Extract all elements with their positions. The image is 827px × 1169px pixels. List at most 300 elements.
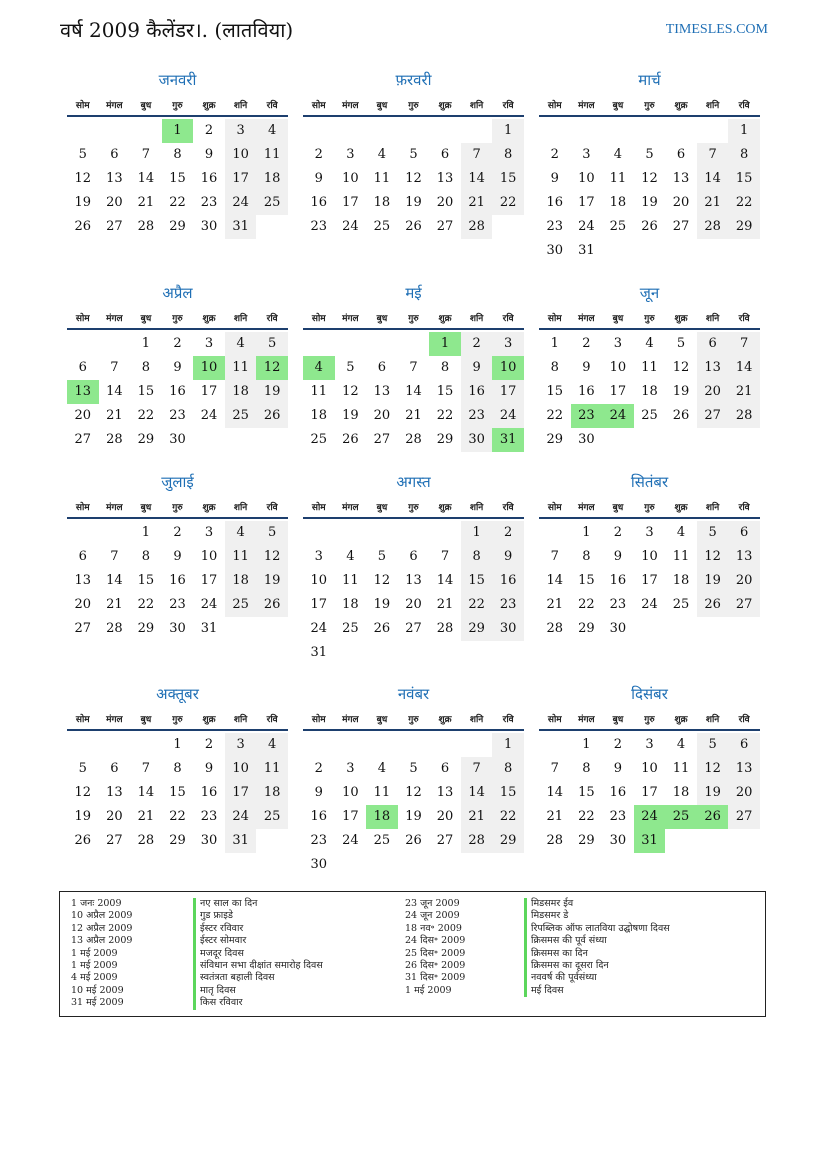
day-cell: 19 bbox=[256, 569, 288, 593]
weekday-label: गुरु bbox=[172, 100, 183, 111]
day-cell: 22 bbox=[137, 408, 155, 423]
day-cell: 25 bbox=[310, 432, 328, 447]
day-cell: 11 bbox=[609, 171, 627, 186]
day-cell: 9 bbox=[492, 545, 524, 569]
day-cell: 16 bbox=[546, 195, 564, 210]
day-cell: 18 bbox=[225, 569, 257, 593]
day-cell: 21 bbox=[461, 191, 493, 215]
days-grid bbox=[67, 332, 288, 452]
holiday-name: किस रविवार bbox=[193, 997, 323, 1009]
day-cell: 15 bbox=[728, 167, 760, 191]
day-cell: 18 bbox=[310, 408, 328, 423]
day-cell: 6 bbox=[728, 733, 760, 757]
weekday-label: शुक्र bbox=[674, 502, 688, 513]
day-cell: 19 bbox=[405, 195, 422, 210]
day-cell: 11 bbox=[672, 549, 690, 564]
month-calendar bbox=[539, 283, 760, 452]
day-cell: 10 bbox=[225, 757, 257, 781]
day-cell: 8 bbox=[492, 757, 524, 781]
empty-cell bbox=[461, 119, 493, 143]
day-cell: 12 bbox=[342, 384, 359, 399]
holiday-date: 23 जून 2009 bbox=[405, 898, 460, 909]
weekday-label: गुरु bbox=[644, 502, 655, 513]
day-cell: 30 bbox=[609, 833, 627, 848]
weekday-header bbox=[539, 495, 760, 519]
holiday-day-cell: 31 bbox=[492, 428, 524, 452]
weekday-label: गुरु bbox=[172, 502, 183, 513]
empty-cell bbox=[335, 119, 367, 143]
day-cell: 9 bbox=[314, 785, 323, 800]
day-cell: 9 bbox=[613, 549, 623, 564]
page-title: वर्ष 2009 कैलेंडर।. (लातविया) bbox=[60, 18, 294, 42]
weekday-label: रवि bbox=[266, 714, 278, 725]
day-cell: 15 bbox=[492, 167, 524, 191]
day-cell: 21 bbox=[546, 597, 564, 612]
day-cell: 27 bbox=[436, 219, 454, 234]
day-cell: 13 bbox=[728, 545, 760, 569]
weekday-label: रवि bbox=[502, 502, 514, 513]
weekday-label: बुध bbox=[612, 714, 624, 725]
day-cell: 4 bbox=[256, 733, 288, 757]
day-cell: 27 bbox=[405, 621, 422, 636]
day-cell: 8 bbox=[492, 143, 524, 167]
holiday-names-left bbox=[193, 898, 323, 1010]
day-cell: 25 bbox=[373, 219, 391, 234]
empty-cell bbox=[366, 119, 398, 143]
day-cell: 20 bbox=[728, 781, 760, 805]
day-cell: 10 bbox=[200, 549, 218, 564]
empty-cell bbox=[429, 733, 461, 757]
weekday-label: गुरु bbox=[408, 100, 419, 111]
empty-cell bbox=[303, 332, 335, 356]
day-cell: 4 bbox=[676, 525, 686, 540]
weekday-label: शनि bbox=[705, 100, 720, 111]
day-cell: 24 bbox=[342, 833, 359, 848]
day-cell: 17 bbox=[342, 195, 359, 210]
day-cell: 12 bbox=[672, 360, 690, 375]
day-cell: 3 bbox=[613, 336, 623, 351]
weekday-label: गुरु bbox=[644, 100, 655, 111]
weekday-label: बुध bbox=[612, 100, 624, 111]
weekday-label: शनि bbox=[705, 714, 720, 725]
month-calendar bbox=[539, 684, 760, 853]
holiday-date: 1 मई 2009 bbox=[405, 984, 452, 996]
day-cell: 20 bbox=[106, 809, 123, 824]
weekday-label: सोम bbox=[547, 714, 562, 725]
day-cell: 24 bbox=[225, 805, 257, 829]
day-cell: 22 bbox=[492, 805, 524, 829]
weekday-label: सोम bbox=[547, 502, 562, 513]
day-cell: 19 bbox=[641, 195, 658, 210]
holiday-name: ईस्टर रविवार bbox=[193, 923, 323, 935]
day-cell: 26 bbox=[405, 219, 422, 234]
days-grid bbox=[303, 733, 524, 877]
weekday-label: बुध bbox=[612, 502, 624, 513]
day-cell: 7 bbox=[440, 549, 450, 564]
day-cell: 2 bbox=[173, 336, 182, 351]
day-cell: 8 bbox=[582, 549, 591, 564]
weekday-header bbox=[67, 495, 288, 519]
day-cell: 15 bbox=[137, 573, 155, 588]
day-cell: 14 bbox=[137, 171, 155, 186]
day-cell: 25 bbox=[225, 593, 257, 617]
day-cell: 9 bbox=[204, 761, 214, 776]
day-cell: 6 bbox=[440, 147, 450, 162]
day-cell: 5 bbox=[256, 332, 288, 356]
days-grid bbox=[67, 521, 288, 641]
holiday-name: मातृ दिवस bbox=[193, 985, 323, 997]
day-cell: 16 bbox=[609, 785, 627, 800]
day-cell: 22 bbox=[578, 809, 595, 824]
holiday-name: नववर्ष की पूर्वसंध्या bbox=[524, 972, 670, 984]
empty-cell bbox=[99, 119, 131, 143]
day-cell: 31 bbox=[225, 215, 257, 239]
weekday-label: सोम bbox=[311, 502, 326, 513]
weekday-label: शनि bbox=[705, 313, 720, 324]
day-cell: 7 bbox=[461, 757, 493, 781]
day-cell: 30 bbox=[461, 428, 493, 452]
day-cell: 13 bbox=[436, 785, 454, 800]
day-cell: 31 bbox=[200, 621, 218, 636]
month-name: फ़रवरी bbox=[395, 71, 432, 89]
day-cell: 20 bbox=[74, 408, 92, 423]
holiday-day-cell: 13 bbox=[67, 380, 99, 404]
day-cell: 28 bbox=[137, 833, 155, 848]
month-calendar bbox=[303, 70, 524, 239]
weekday-header bbox=[303, 306, 524, 330]
day-cell: 10 bbox=[641, 761, 658, 776]
empty-cell bbox=[335, 521, 367, 545]
weekday-label: शुक्र bbox=[674, 714, 688, 725]
empty-cell bbox=[67, 733, 99, 757]
day-cell: 13 bbox=[697, 356, 729, 380]
weekday-header bbox=[303, 495, 524, 519]
holiday-list bbox=[59, 891, 766, 1017]
day-cell: 12 bbox=[405, 785, 422, 800]
weekday-label: बुध bbox=[140, 502, 152, 513]
empty-cell bbox=[571, 119, 603, 143]
days-grid bbox=[303, 332, 524, 452]
day-cell: 1 bbox=[550, 336, 559, 351]
weekday-label: मंगल bbox=[342, 502, 359, 513]
day-cell: 21 bbox=[106, 408, 123, 423]
holiday-day-cell: 25 bbox=[665, 805, 697, 829]
day-cell: 4 bbox=[256, 119, 288, 143]
holiday-dates-right bbox=[405, 898, 465, 997]
day-cell: 18 bbox=[256, 167, 288, 191]
day-cell: 7 bbox=[697, 143, 729, 167]
day-cell: 11 bbox=[373, 785, 391, 800]
day-cell: 2 bbox=[613, 525, 623, 540]
day-cell: 24 bbox=[200, 408, 218, 423]
weekday-label: शनि bbox=[469, 100, 484, 111]
days-grid bbox=[67, 733, 288, 853]
day-cell: 12 bbox=[697, 545, 729, 569]
day-cell: 17 bbox=[342, 809, 359, 824]
day-cell: 30 bbox=[169, 621, 186, 636]
holiday-name: संविधान सभा दीक्षांत समारोह दिवस bbox=[193, 960, 323, 972]
weekday-label: सोम bbox=[311, 100, 326, 111]
day-cell: 26 bbox=[697, 593, 729, 617]
month-calendar bbox=[539, 70, 760, 263]
day-cell: 23 bbox=[609, 597, 627, 612]
day-cell: 2 bbox=[204, 123, 214, 138]
day-cell: 14 bbox=[546, 573, 564, 588]
weekday-label: शनि bbox=[469, 714, 484, 725]
day-cell: 27 bbox=[728, 805, 760, 829]
weekday-label: बुध bbox=[140, 714, 152, 725]
holiday-date: 18 नव॰ 2009 bbox=[405, 922, 462, 934]
day-cell: 21 bbox=[436, 597, 454, 612]
day-cell: 11 bbox=[672, 761, 690, 776]
days-grid bbox=[67, 119, 288, 239]
day-cell: 1 bbox=[173, 737, 182, 752]
holiday-name: रिपब्लिक ऑफ लातविया उद्घोषणा दिवस bbox=[524, 923, 670, 935]
weekday-label: मंगल bbox=[342, 313, 359, 324]
site-link[interactable]: TIMESLES.COM bbox=[665, 22, 768, 37]
holiday-day-cell: 12 bbox=[256, 356, 288, 380]
day-cell: 23 bbox=[461, 404, 493, 428]
day-cell: 2 bbox=[550, 147, 559, 162]
day-cell: 21 bbox=[137, 809, 155, 824]
day-cell: 5 bbox=[697, 521, 729, 545]
empty-cell bbox=[429, 119, 461, 143]
empty-cell bbox=[366, 332, 398, 356]
day-cell: 1 bbox=[461, 521, 493, 545]
weekday-label: गुरु bbox=[172, 313, 183, 324]
day-cell: 25 bbox=[256, 805, 288, 829]
day-cell: 7 bbox=[141, 147, 151, 162]
empty-cell bbox=[398, 521, 430, 545]
day-cell: 12 bbox=[74, 785, 92, 800]
weekday-label: शुक्र bbox=[438, 313, 452, 324]
day-cell: 14 bbox=[461, 781, 493, 805]
day-cell: 20 bbox=[373, 408, 391, 423]
day-cell: 16 bbox=[461, 380, 493, 404]
empty-cell bbox=[67, 119, 99, 143]
day-cell: 23 bbox=[169, 408, 186, 423]
day-cell: 17 bbox=[641, 573, 658, 588]
day-cell: 29 bbox=[137, 432, 155, 447]
weekday-label: मंगल bbox=[342, 100, 359, 111]
empty-cell bbox=[461, 733, 493, 757]
day-cell: 23 bbox=[169, 597, 186, 612]
day-cell: 5 bbox=[78, 147, 87, 162]
day-cell: 28 bbox=[405, 432, 422, 447]
weekday-label: रवि bbox=[738, 100, 750, 111]
day-cell: 3 bbox=[204, 525, 214, 540]
day-cell: 23 bbox=[200, 195, 218, 210]
day-cell: 20 bbox=[74, 597, 92, 612]
days-grid bbox=[539, 332, 760, 452]
weekday-label: शनि bbox=[233, 502, 248, 513]
day-cell: 31 bbox=[310, 645, 328, 660]
empty-cell bbox=[398, 332, 430, 356]
weekday-label: बुध bbox=[376, 100, 388, 111]
day-cell: 9 bbox=[613, 761, 623, 776]
day-cell: 6 bbox=[110, 761, 119, 776]
day-cell: 28 bbox=[137, 219, 155, 234]
day-cell: 27 bbox=[74, 621, 92, 636]
day-cell: 8 bbox=[141, 549, 151, 564]
day-cell: 28 bbox=[106, 621, 123, 636]
day-cell: 18 bbox=[672, 785, 690, 800]
month-calendar bbox=[539, 472, 760, 641]
day-cell: 8 bbox=[173, 147, 182, 162]
day-cell: 3 bbox=[645, 525, 654, 540]
day-cell: 7 bbox=[728, 332, 760, 356]
weekday-label: रवि bbox=[266, 313, 278, 324]
day-cell: 20 bbox=[672, 195, 690, 210]
day-cell: 3 bbox=[346, 147, 355, 162]
day-cell: 16 bbox=[492, 569, 524, 593]
holiday-date: 24 जून 2009 bbox=[405, 910, 460, 922]
day-cell: 9 bbox=[173, 360, 182, 375]
holiday-name: गुड फ्राइडे bbox=[193, 910, 323, 922]
holiday-date: 1 मई 2009 bbox=[71, 959, 118, 971]
day-cell: 13 bbox=[405, 573, 422, 588]
weekday-label: शनि bbox=[233, 714, 248, 725]
weekday-label: मंगल bbox=[106, 714, 123, 725]
weekday-label: गुरु bbox=[408, 502, 419, 513]
month-name: जनवरी bbox=[158, 71, 197, 89]
holiday-date: 4 मई 2009 bbox=[71, 972, 118, 984]
day-cell: 3 bbox=[204, 336, 214, 351]
day-cell: 4 bbox=[346, 549, 355, 564]
day-cell: 21 bbox=[106, 597, 123, 612]
day-cell: 3 bbox=[346, 761, 355, 776]
empty-cell bbox=[539, 733, 571, 757]
day-cell: 5 bbox=[409, 761, 418, 776]
day-cell: 19 bbox=[697, 569, 729, 593]
weekday-label: रवि bbox=[738, 313, 750, 324]
day-cell: 29 bbox=[137, 621, 155, 636]
weekday-label: बुध bbox=[376, 714, 388, 725]
weekday-label: शुक्र bbox=[202, 714, 216, 725]
day-cell: 26 bbox=[405, 833, 422, 848]
day-cell: 7 bbox=[461, 143, 493, 167]
day-cell: 14 bbox=[106, 573, 123, 588]
day-cell: 6 bbox=[440, 761, 450, 776]
day-cell: 5 bbox=[697, 733, 729, 757]
holiday-name: मिडसमर ईव bbox=[524, 898, 670, 910]
month-name: अगस्त bbox=[396, 473, 431, 491]
day-cell: 16 bbox=[200, 785, 218, 800]
weekday-label: शुक्र bbox=[202, 502, 216, 513]
day-cell: 5 bbox=[78, 761, 87, 776]
holiday-name: क्रिसमस की पूर्व संध्या bbox=[524, 935, 670, 947]
day-cell: 18 bbox=[672, 573, 690, 588]
day-cell: 8 bbox=[141, 360, 151, 375]
weekday-label: मंगल bbox=[578, 714, 595, 725]
day-cell: 4 bbox=[377, 147, 387, 162]
day-cell: 13 bbox=[373, 384, 391, 399]
day-cell: 17 bbox=[225, 781, 257, 805]
weekday-header bbox=[303, 93, 524, 117]
day-cell: 21 bbox=[405, 408, 422, 423]
day-cell: 1 bbox=[141, 525, 151, 540]
holiday-day-cell: 31 bbox=[634, 829, 666, 853]
day-cell: 2 bbox=[492, 521, 524, 545]
day-cell: 7 bbox=[550, 549, 559, 564]
holiday-name: ईस्टर सोमवार bbox=[193, 935, 323, 947]
day-cell: 23 bbox=[492, 593, 524, 617]
weekday-label: रवि bbox=[266, 502, 278, 513]
day-cell: 22 bbox=[492, 191, 524, 215]
weekday-label: गुरु bbox=[408, 313, 419, 324]
day-cell: 16 bbox=[310, 195, 328, 210]
day-cell: 8 bbox=[550, 360, 559, 375]
day-cell: 1 bbox=[492, 733, 524, 757]
day-cell: 1 bbox=[728, 119, 760, 143]
day-cell: 26 bbox=[373, 621, 391, 636]
day-cell: 17 bbox=[609, 384, 627, 399]
days-grid bbox=[539, 733, 760, 853]
day-cell: 15 bbox=[169, 171, 186, 186]
day-cell: 21 bbox=[546, 809, 564, 824]
weekday-label: शुक्र bbox=[674, 100, 688, 111]
day-cell: 22 bbox=[728, 191, 760, 215]
day-cell: 6 bbox=[110, 147, 119, 162]
day-cell: 31 bbox=[225, 829, 257, 853]
day-cell: 29 bbox=[546, 432, 564, 447]
day-cell: 29 bbox=[436, 432, 454, 447]
day-cell: 4 bbox=[645, 336, 654, 351]
day-cell: 29 bbox=[728, 215, 760, 239]
day-cell: 30 bbox=[492, 617, 524, 641]
month-name: नवंबर bbox=[397, 685, 430, 703]
day-cell: 11 bbox=[310, 384, 328, 399]
holiday-name: स्वतंत्रता बहाली दिवस bbox=[193, 972, 323, 984]
day-cell: 19 bbox=[697, 781, 729, 805]
holiday-day-cell: 23 bbox=[571, 404, 603, 428]
holiday-names-right bbox=[524, 898, 670, 997]
day-cell: 4 bbox=[377, 761, 387, 776]
holiday-day-cell: 1 bbox=[429, 332, 461, 356]
day-cell: 10 bbox=[310, 573, 328, 588]
day-cell: 13 bbox=[436, 171, 454, 186]
day-cell: 6 bbox=[728, 521, 760, 545]
day-cell: 30 bbox=[200, 833, 218, 848]
weekday-label: सोम bbox=[311, 313, 326, 324]
weekday-label: बुध bbox=[612, 313, 624, 324]
day-cell: 1 bbox=[141, 336, 151, 351]
day-cell: 23 bbox=[609, 809, 627, 824]
weekday-label: मंगल bbox=[106, 313, 123, 324]
day-cell: 19 bbox=[405, 809, 422, 824]
day-cell: 22 bbox=[578, 597, 595, 612]
day-cell: 17 bbox=[200, 384, 218, 399]
weekday-label: मंगल bbox=[342, 714, 359, 725]
day-cell: 5 bbox=[377, 549, 387, 564]
day-cell: 3 bbox=[225, 119, 257, 143]
empty-cell bbox=[67, 332, 99, 356]
empty-cell bbox=[697, 119, 729, 143]
day-cell: 2 bbox=[613, 737, 623, 752]
day-cell: 30 bbox=[169, 432, 186, 447]
day-cell: 26 bbox=[342, 432, 359, 447]
month-calendar bbox=[303, 472, 524, 665]
day-cell: 23 bbox=[546, 219, 564, 234]
day-cell: 19 bbox=[373, 597, 391, 612]
day-cell: 16 bbox=[200, 171, 218, 186]
holiday-name: क्रिसमस का दिन bbox=[524, 948, 670, 960]
day-cell: 20 bbox=[697, 380, 729, 404]
day-cell: 7 bbox=[110, 360, 119, 375]
weekday-label: शनि bbox=[233, 100, 248, 111]
day-cell: 23 bbox=[310, 219, 328, 234]
holiday-date: 25 दिस॰ 2009 bbox=[405, 947, 466, 959]
